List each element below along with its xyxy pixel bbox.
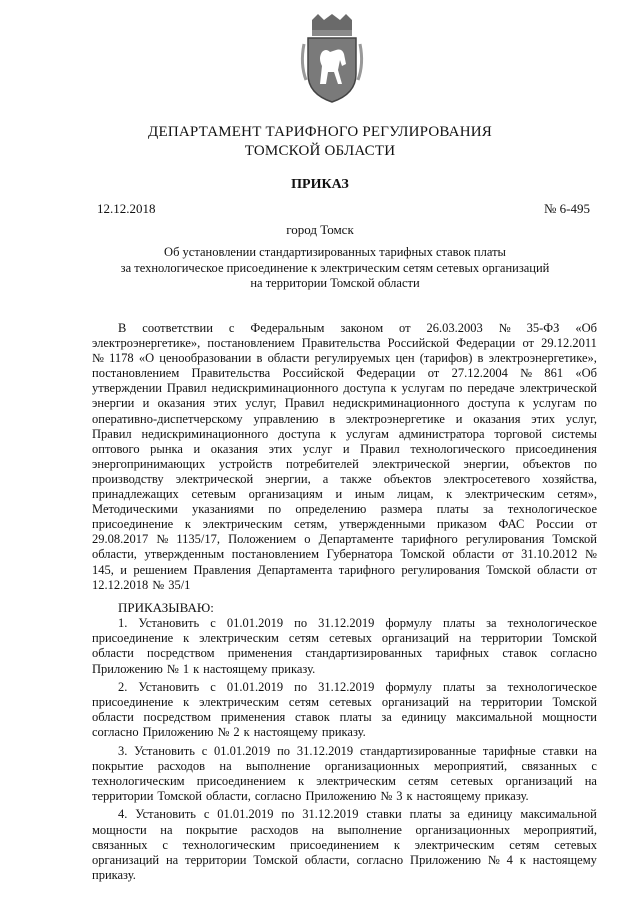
- department-name-line-1: ДЕПАРТАМЕНТ ТАРИФНОГО РЕГУЛИРОВАНИЯ: [148, 124, 492, 140]
- text-line: области посредством применения стандартизированных тарифных ставок согласно: [92, 646, 597, 661]
- text-line: технологическим присоединением к электрическим сетям сетевых организаций на: [92, 774, 597, 789]
- text-line: постановлением Правительства Российской Федерации от 27.12.2004 № 861 «Об: [92, 366, 597, 381]
- preamble: [92, 321, 597, 593]
- tomsk-coat-of-arms-icon: [298, 14, 366, 104]
- text-line: энергопринимающих устройств потребителей электрической энергии, объектов по: [92, 456, 597, 471]
- text-line: В соответствии с Федеральным законом от 26.03.2003 № 35-ФЗ «Об: [118, 321, 597, 335]
- text-line: принадлежащих сетевым организациям и иным лицам, к электрическим сетям»,: [92, 487, 597, 502]
- text-line: 3. Установить с 01.01.2019 по 31.12.2019 стандартизированные тарифные ставки на: [118, 743, 597, 758]
- order-items: [92, 616, 597, 886]
- text-line: приказу.: [92, 868, 136, 883]
- subject-line: за технологическое присоединение к электрическим сетям сетевых организаций: [120, 260, 550, 275]
- text-line: 145, и решением Правления Департамента тарифного регулирования Томской области от: [92, 562, 597, 577]
- text-line: 29.08.2017 № 1135/17, Положением о Департаменте тарифного регулирования Томской: [92, 532, 597, 547]
- text-line: территории Томской области, согласно Приложению № 3 к настоящему приказу.: [92, 789, 529, 804]
- text-line: присоединение к электрическим сетям сетевых организаций на территории Томской: [92, 631, 597, 646]
- department-name-line-2: ТОМСКОЙ ОБЛАСТИ: [244, 143, 396, 159]
- order-item: [92, 807, 597, 883]
- document-subject: [100, 245, 570, 292]
- text-line: оперативно-диспетчерскому управлению в электроэнергетике и оказания этих услуг,: [92, 411, 597, 426]
- order-item: [92, 616, 597, 677]
- order-word: ПРИКАЗЫВАЮ:: [118, 600, 214, 615]
- text-line: согласно Приложению № 2 к настоящему приказу.: [92, 725, 366, 740]
- text-line: электроэнергетике», постановлением Правительства Российской Федерации от 29.12.2011: [92, 336, 597, 351]
- document-number: № 6-495: [544, 201, 590, 216]
- text-line: мощности на покрытие расходов на выполнение организационных мероприятий,: [92, 822, 597, 837]
- text-line: Правил недискриминационного доступа к услугам администратора торговой системы: [92, 426, 597, 441]
- text-line: организаций на территории Томской области, согласно Приложению № 4 к настоящему: [92, 853, 597, 868]
- text-line: покрытие расходов на выполнение организационных мероприятий, связанных с: [92, 758, 597, 773]
- text-line: присоединение к электрическим сетям, утвержденными приказом ФАС России от: [92, 517, 597, 532]
- subject-line: Об установлении стандартизированных тарифных ставок платы: [164, 245, 506, 259]
- city: город Томск: [286, 222, 354, 237]
- text-line: 1. Установить с 01.01.2019 по 31.12.2019 формулу платы за технологическое: [118, 616, 597, 630]
- text-line: области посредством применения ставок платы за единицу максимальной мощности: [92, 710, 597, 725]
- text-line: энергии и оказания этих услуг, Правил недискриминационного доступа к услугам по: [92, 396, 597, 411]
- text-line: Методическими указаниями по определению размера платы за технологическое: [92, 502, 597, 517]
- text-line: 2. Установить с 01.01.2019 по 31.12.2019 формулу платы за технологическое: [118, 679, 597, 694]
- text-line: утверждении Правил недискриминационного доступа к услугам по передаче электрической: [92, 381, 597, 396]
- order-item: [92, 744, 597, 805]
- text-line: связанных с технологическим присоединением к электрическим сетям сетевых: [92, 837, 597, 852]
- document-type: ПРИКАЗ: [291, 177, 349, 192]
- subject-line: на территории Томской области: [250, 276, 420, 290]
- text-line: присоединение к электрическим сетям сетевых организаций на территории Томской: [92, 695, 597, 710]
- order-item: [92, 680, 597, 741]
- text-line: области, утвержденным постановлением Губернатора Томской области от 31.10.2012 №: [92, 547, 597, 562]
- text-line: оптового рынка и оказания этих услуг и Правил технологического присоединения: [92, 441, 597, 456]
- text-line: № 1178 «О ценообразовании в области регулируемых цен (тарифов) в электроэнергетике»,: [92, 351, 597, 366]
- document-date: 12.12.2018: [97, 201, 156, 216]
- text-line: 4. Установить с 01.01.2019 по 31.12.2019 ставки платы за единицу максимальной: [118, 807, 597, 822]
- text-line: производству электрической энергии, а также объектов электросетевого хозяйства,: [92, 471, 597, 486]
- text-line: 12.12.2018 № 35/1: [92, 577, 191, 592]
- text-line: Приложению № 1 к настоящему приказу.: [92, 661, 316, 676]
